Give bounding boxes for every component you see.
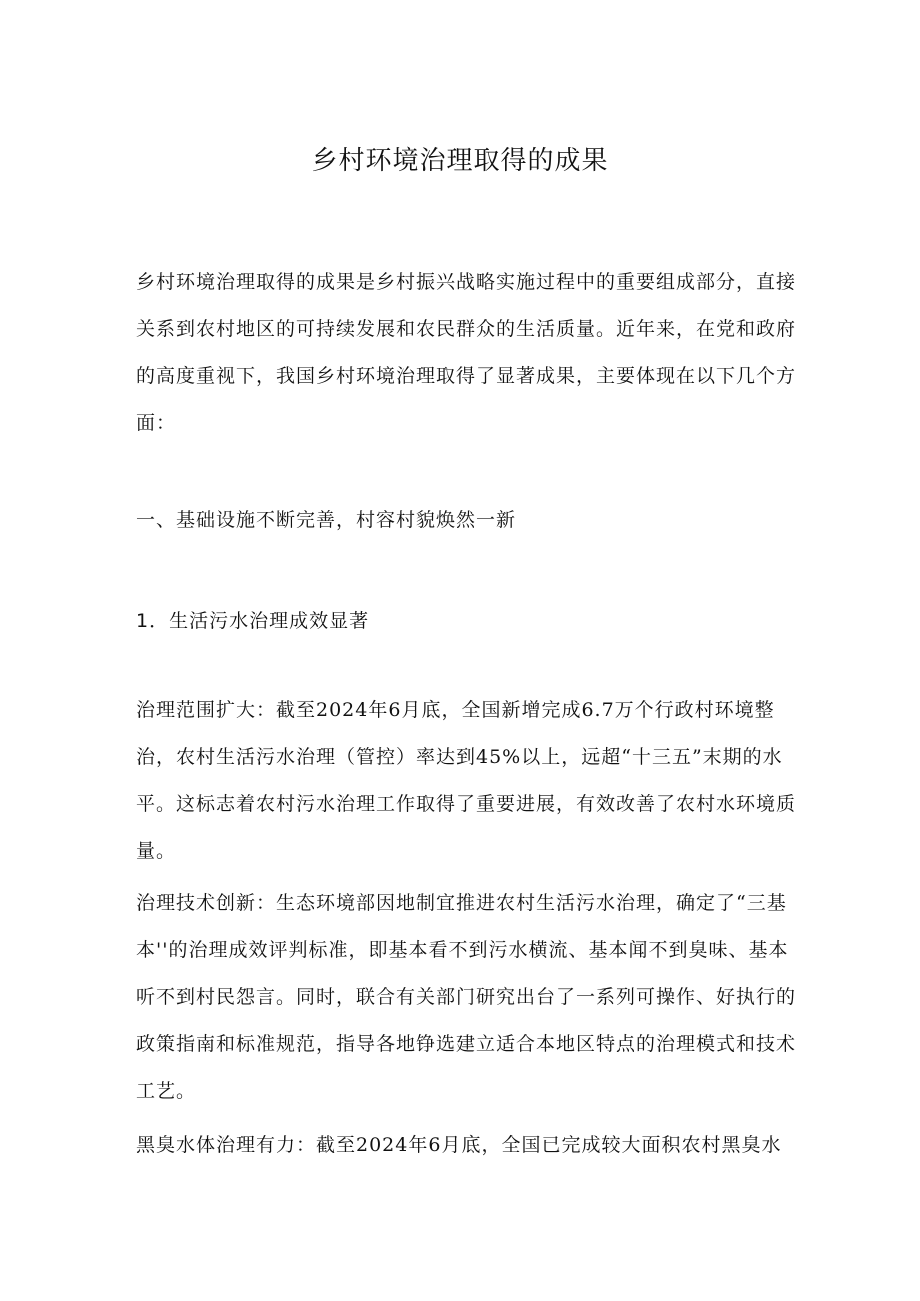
intro-paragraph: 乡村环境治理取得的成果是乡村振兴战略实施过程中的重要组成部分，直接关系到农村地区的可持续发展和农民群众的生活质量。近年来，在党和政府的高度重视下，我国乡村环境治理取得了显著成果，主要体现在以下几个方面： [136, 271, 797, 434]
subsection-heading: 1．生活污水治理成效显著 [136, 610, 370, 632]
document-title: 乡村环境治理取得的成果 [311, 146, 609, 176]
body-paragraph-technology: 治理技术创新：生态环境部因地制宜推进农村生活污水治理，确定了“三基本''的治理成效评判标准，即基本看不到污水横流、基本闻不到臭味、基本听不到村民怨言。同时，联合有关部门研究出台了一系列可操作、好执行的政策指南和标准规范，指导各地铮选建立适合本地区特点的治理模式和技术工艺。 [136, 892, 797, 1102]
body-paragraph-scope: 治理范围扩大：截至2024年6月底，全国新增完成6.7万个行政村环境整治，农村生活污水治理（管控）率达到45%以上，远超“十三五”末期的水平。这标志着农村污水治理工作取得了重要进展，有效改善了农村水环境质量。 [136, 699, 797, 862]
body-paragraph-black-water: 黑臭水体治理有力：截至2024年6月底，全国已完成较大面积农村黑臭水 [136, 1134, 782, 1156]
section-heading: 一、基础设施不断完善，村容村貌焕然一新 [136, 509, 517, 531]
